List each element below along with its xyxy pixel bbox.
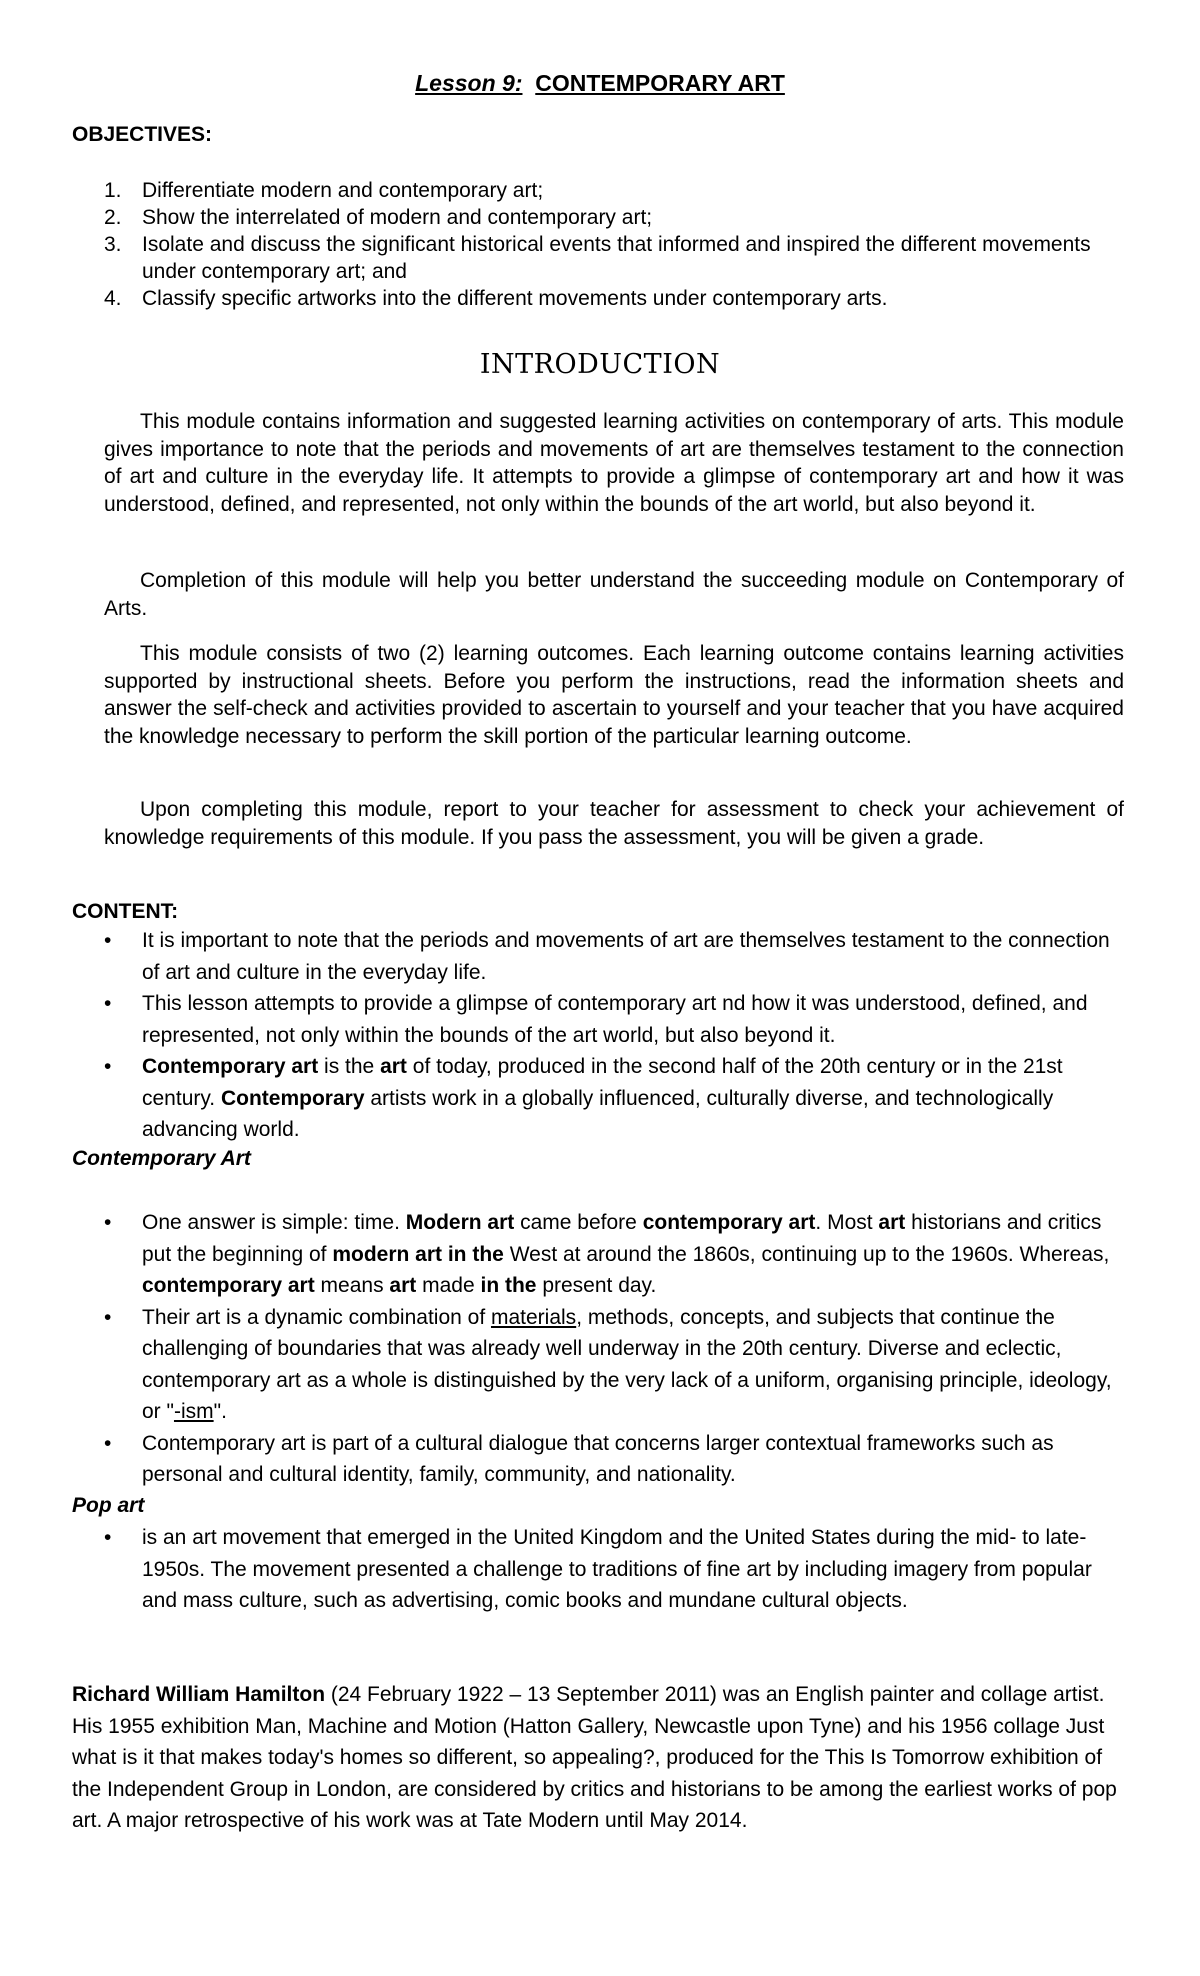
objective-item: 3. Isolate and discuss the significant historical events that informed and inspired the different movements under contemporary art; and [104,233,1091,283]
pop-art-bullets [104,1522,1124,1617]
contemporary-art-bullet: • Their art is a dynamic combination of materials, methods, concepts, and subjects that continue the challenging of boundaries that was already well underway in the 20th century. Diverse and eclectic, contemporary art as a whole is distinguished by the very lack of a uniform, organising principle, ideology, or "-ism". [104,1302,1124,1428]
intro-paragraph: This module consists of two (2) learning outcomes. Each learning outcome contains learning activities supported by instructional sheets. Before you perform the instructions, read the information sheets and answer the self-check and activities provided to ascertain to yourself and your teacher that you have acquired the knowledge necessary to perform the skill portion of the particular learning outcome. [104,642,1124,748]
contemporary-art-heading: Contemporary Art [72,1147,251,1170]
hamilton-paragraph: Richard William Hamilton (24 February 1922 – 13 September 2011) was an English painter and collage artist. His 1955 exhibition Man, Machine and Motion (Hatton Gallery, Newcastle upon Tyne) and his 1956 collage Just what is it that makes today's homes so different, so appealing?, produced for the This Is Tomorrow exhibition of the Independent Group in London, are considered by critics and historians to be among the earliest works of pop art. A major retrospective of his work was at Tate Modern until May 2014. [72,1683,1117,1832]
hamilton-name: Richard William Hamilton [72,1683,326,1706]
objective-item: 4. Classify specific artworks into the different movements under contemporary arts. [104,287,888,310]
contemporary-art-bullets [104,1207,1124,1491]
content-heading: CONTENT: [72,900,179,923]
objective-item: 1. Differentiate modern and contemporary art; [104,179,544,202]
ism-link[interactable]: -ism [173,1400,214,1423]
introduction-heading: INTRODUCTION [479,349,721,380]
contemporary-art-bullet: • Contemporary art is part of a cultural dialogue that concerns larger contextual frameworks such as personal and cultural identity, family, community, and nationality. [104,1428,1124,1491]
intro-paragraph: This module contains information and suggested learning activities on contemporary of arts. This module gives importance to note that the periods and movements of art are themselves testament to the connection of art and culture in the everyday life. It attempts to provide a glimpse of contemporary art and how it was understood, defined, and represented, not only within the bounds of the art world, but also beyond it. [104,410,1124,516]
contemporary-art-bullet: • One answer is simple: time. Modern art came before contemporary art. Most art historians and critics put the beginning of modern art in the West at around the 1860s, continuing up to the 1960s. Whereas, contemporary art means art made in the present day. [104,1207,1124,1302]
intro-paragraph: Completion of this module will help you better understand the succeeding module on Contemporary of Arts. [104,569,1124,620]
pop-art-heading: Pop art [72,1494,145,1517]
materials-link[interactable]: materials [490,1305,577,1329]
lesson-name: CONTEMPORARY ART [535,70,785,96]
pop-art-bullet: • is an art movement that emerged in the United Kingdom and the United States during the mid- to late-1950s. The movement presented a challenge to traditions of fine art by including imagery from popular and mass culture, such as advertising, comic books and mundane cultural objects. [104,1522,1124,1617]
content-bullet: • It is important to note that the periods and movements of art are themselves testament to the connection of art and culture in the everyday life. [104,925,1124,988]
objectives-heading: OBJECTIVES: [72,123,213,146]
content-bullet: • Contemporary art is the art of today, produced in the second half of the 20th century or in the 21st century. Contemporary artists work in a globally influenced, culturally diverse, and technologically advancing world. [104,1051,1124,1146]
objective-item: 2. Show the interrelated of modern and contemporary art; [104,206,653,229]
content-bullets [104,925,1124,1146]
lesson-title [0,70,1200,97]
objectives-list [104,177,1124,312]
content-bullet: • This lesson attempts to provide a glimpse of contemporary art nd how it was understood, defined, and represented, not only within the bounds of the art world, but also beyond it. [104,988,1124,1051]
lesson-number: Lesson 9: [415,70,523,96]
intro-paragraph: Upon completing this module, report to your teacher for assessment to check your achievement of knowledge requirements of this module. If you pass the assessment, you will be given a grade. [104,798,1124,849]
